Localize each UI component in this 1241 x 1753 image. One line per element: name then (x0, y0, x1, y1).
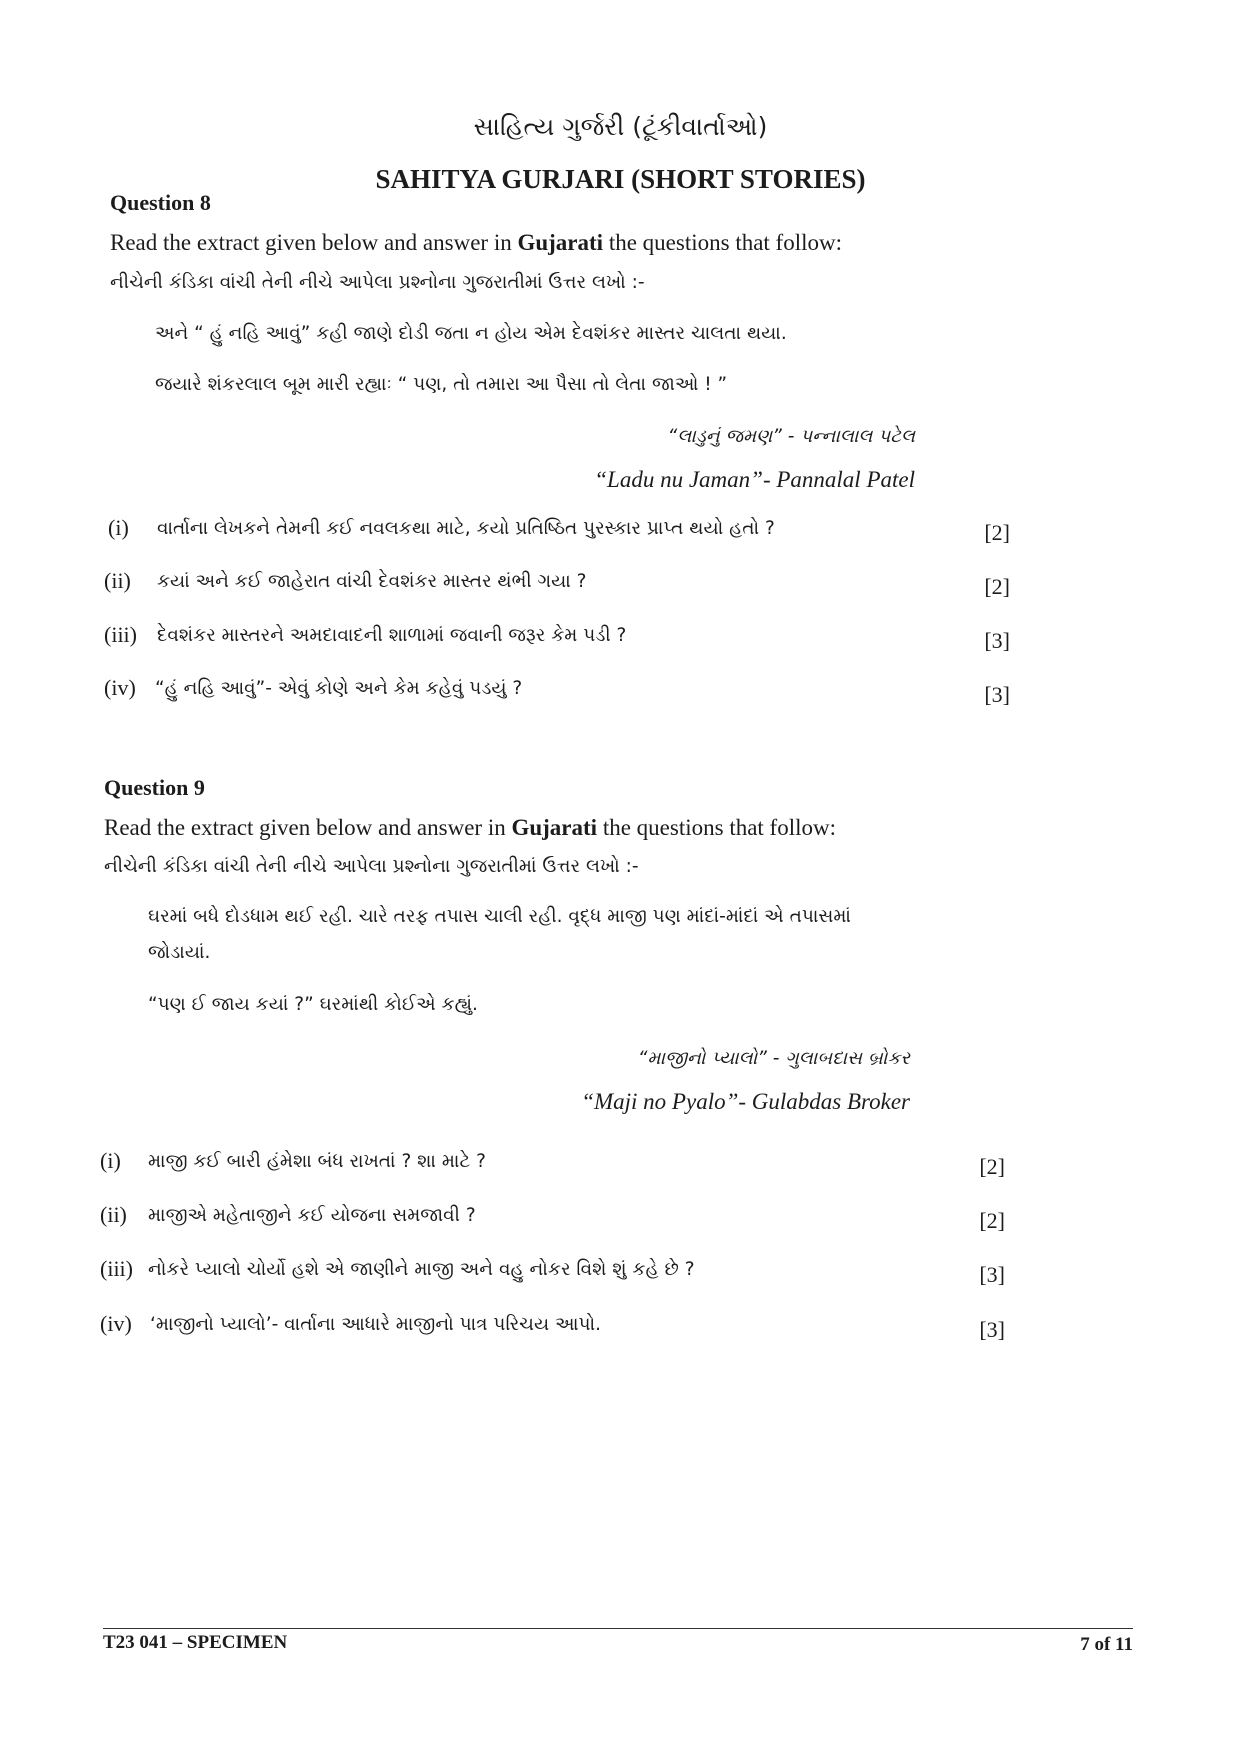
q9-item-1-number: (i) (100, 1148, 121, 1173)
question-8-instruction (110, 230, 842, 256)
q8-item-3-text: દેવશંકર માસ્તરને અમદાવાદની શાળામાં જવાની જરૂર કેમ પડી ? (157, 625, 627, 646)
question-8-extract-line-1: અને “ હું નહિ આવું” કહી જાણે દોડી જતા ન હોય એમ દેવશંકર માસ્તર ચાલતા થયા. (155, 323, 787, 344)
q8-item-3-marks: [3] (984, 628, 1010, 653)
instruction-language: Gujarati (517, 230, 604, 255)
question-8-extract-line-2: જયારે શંકરલાલ બૂમ મારી રહ્યાઃ “ પણ, તો તમારા આ પૈસા તો લેતા જાઓ ! ” (155, 374, 728, 395)
q9-item-1-marks: [2] (979, 1154, 1005, 1179)
question-9-extract-line-2: જોડાયાં. (148, 942, 211, 963)
q8-item-1-number: (i) (108, 515, 129, 540)
question-8-heading: Question 8 (110, 190, 211, 215)
q9-item-2-text: માજીએ મહેતાજીને કઈ યોજના સમજાવી ? (148, 1205, 476, 1226)
question-9-citation-gujarati: “માજીનો પ્યાલો” - ગુલાબદાસ બ્રોકર (637, 1048, 910, 1069)
q9-item-3-number: (iii) (100, 1256, 133, 1281)
q8-item-4-text: “હું નહિ આવું”- એવું કોણે અને કેમ કહેવું પડયું ? (155, 678, 523, 699)
section-title-gujarati: સાહિત્ય ગુર્જરી (ટૂંકીવાર્તાઓ) (473, 112, 768, 141)
q8-item-4-marks: [3] (984, 682, 1010, 707)
question-9-citation-english: “Maji no Pyalo”- Gulabdas Broker (581, 1089, 910, 1114)
q8-item-2-text: કયાં અને કઈ જાહેરાત વાંચી દેવશંકર માસ્તર થંભી ગયા ? (157, 571, 587, 592)
section-title-english: SAHITYA GURJARI (SHORT STORIES) (375, 164, 866, 194)
q9-item-1-text: માજી કઈ બારી હંમેશા બંધ રાખતાં ? શા માટે ? (148, 1151, 486, 1172)
question-9-instruction-gujarati: નીચેની કંડિકા વાંચી તેની નીચે આપેલા પ્રશ્નોના ગુજરાતીમાં ઉત્તર લખો :- (104, 856, 639, 877)
q8-item-1-marks: [2] (984, 520, 1010, 545)
footer-paper-code: T23 041 – SPECIMEN (103, 1632, 288, 1653)
q8-item-2-number: (ii) (104, 568, 131, 593)
q8-item-4-number: (iv) (104, 675, 136, 700)
question-9-instruction (104, 815, 836, 841)
footer-divider (103, 1628, 1133, 1629)
question-8-instruction-gujarati: નીચેની કંડિકા વાંચી તેની નીચે આપેલા પ્રશ્નોના ગુજરાતીમાં ઉત્તર લખો :- (110, 272, 645, 293)
q8-item-3-number: (iii) (104, 622, 137, 647)
instruction-text: Read the extract given below and answer in (110, 230, 518, 255)
q9-item-4-text: ‘માજીનો પ્યાલો’- વાર્તાના આધારે માજીનો પાત્ર પરિચય આપો. (150, 1314, 602, 1335)
instruction-text-end: the questions that follow: (597, 815, 836, 840)
q9-item-3-marks: [3] (979, 1262, 1005, 1287)
q9-item-2-marks: [2] (979, 1208, 1005, 1233)
question-9-extract-line-1: ઘરમાં બધે દોડધામ થઈ રહી. ચારે તરફ તપાસ ચાલી રહી. વૃદ્ધ માજી પણ માંદાં-માંદાં એ તપાસમાં (148, 906, 851, 927)
q9-item-4-marks: [3] (979, 1317, 1005, 1342)
q8-item-1-text: વાર્તાના લેખકને તેમની કઈ નવલકથા માટે, કયો પ્રતિષ્ઠિત પુરસ્કાર પ્રાપ્ત થયો હતો ? (157, 518, 775, 539)
question-8-citation-gujarati: “લાડુનું જમણ” - પન્નાલાલ પટેલ (667, 426, 915, 447)
question-8-citation-english: “Ladu nu Jaman”- Pannalal Patel (594, 467, 915, 492)
instruction-text: Read the extract given below and answer in (104, 815, 512, 840)
q8-item-2-marks: [2] (984, 574, 1010, 599)
instruction-language: Gujarati (511, 815, 598, 840)
q9-item-3-text: નોકરે પ્યાલો ચોર્યો હશે એ જાણીને માજી અને વહુ નોકર વિશે શું કહે છે ? (148, 1259, 695, 1280)
footer-page-number: 7 of 11 (1080, 1634, 1133, 1655)
q9-item-4-number: (iv) (100, 1311, 132, 1336)
question-9-heading: Question 9 (104, 775, 205, 800)
q9-item-2-number: (ii) (100, 1202, 127, 1227)
question-9-extract-line-3: “પણ ઈ જાય કયાં ?” ઘરમાંથી કોઈએ કહ્યું. (148, 994, 478, 1015)
instruction-text-end: the questions that follow: (603, 230, 842, 255)
